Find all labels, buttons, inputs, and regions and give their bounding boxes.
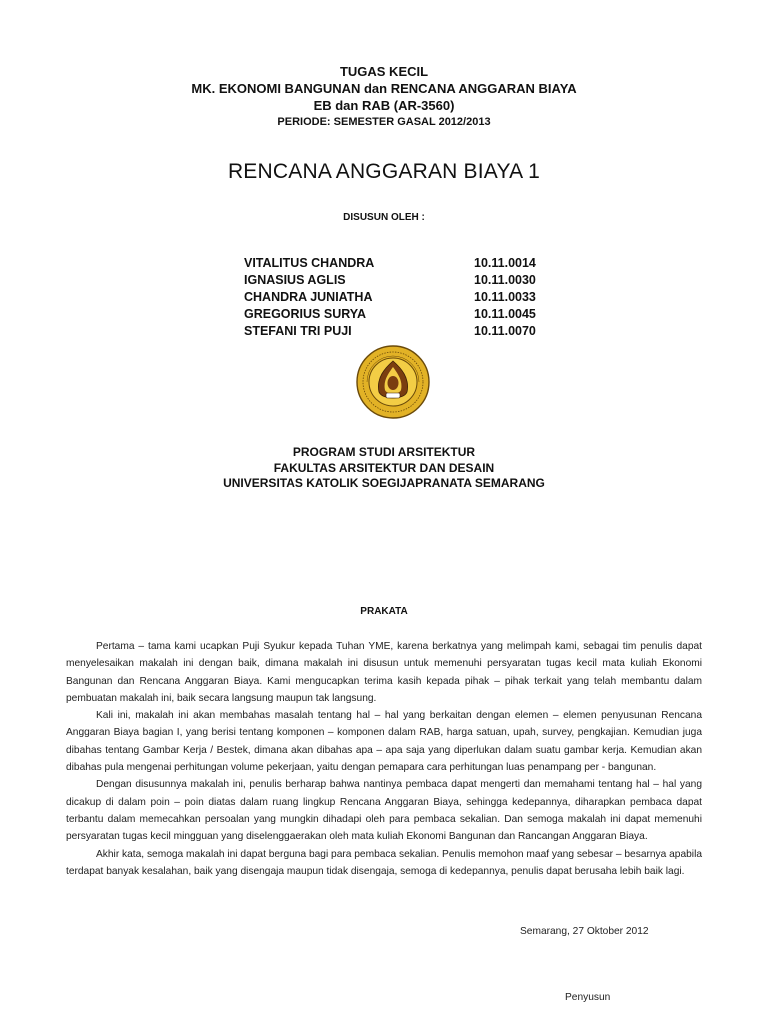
author-row [244,307,564,324]
document-title: RENCANA ANGGARAN BIAYA 1 [227,160,541,183]
author-row [244,290,564,307]
author-name: STEFANI TRI PUJI [244,324,352,338]
author-id: 10.11.0033 [474,290,536,304]
author-row [244,324,564,341]
program-name: PROGRAM STUDI ARSITEKTUR [292,445,476,459]
university-name: UNIVERSITAS KATOLIK SOEGIJAPRANATA SEMARANG [223,476,545,490]
author-list [244,256,564,341]
author-id: 10.11.0014 [474,256,536,270]
author-name: VITALITUS CHANDRA [244,256,375,270]
author-id: 10.11.0030 [474,273,536,287]
signer-label: Penyusun [565,992,611,1003]
preface-heading: PRAKATA [360,606,408,617]
author-name: IGNASIUS AGLIS [244,273,346,287]
faculty-name: FAKULTAS ARSITEKTUR DAN DESAIN [273,461,495,475]
preface-paragraph: Pertama – tama kami ucapkan Puji Syukur kepada Tuhan YME, karena berkatnya yang melimpah kami, sebagai tim penulis dapat menyelesaikan makalah ini dengan baik, dimana makalah ini disusun untuk memenuhi persyaratan tugas kecil mata kuliah Ekonomi Bangunan dan Rencana Anggaran Biaya. Kami mengucapkan terima kasih kepada pihak – pihak terkait yang telah membantu dalam pembuatan makalah ini, baik secara langsung maupun tak langsung. [66,641,702,704]
author-name: CHANDRA JUNIATHA [244,290,373,304]
cover-course-title: MK. EKONOMI BANGUNAN dan RENCANA ANGGARAN BIAYA [191,81,577,96]
preface-body [66,638,702,880]
preface-paragraph: Kali ini, makalah ini akan membahas masalah tentang hal – hal yang berkaitan dengan elemen – elemen penyusunan Rencana Anggaran Biaya bagian I, yang berisi tentang komponen – komponen dalam RAB, harga satuan, upah, survey, pengkajian. Kemudian juga dibahas tentang Gambar Kerja / Bestek, dimana akan dibahas apa – apa saja yang diperlukan dalam suatu gambar kerja. Kemudian akan dibahas pula mengenai perhitungan volume pekerjaan, yaitu dengan pemapara cara perhitungan luas penampang per - bangunan. [66,710,702,774]
author-id: 10.11.0045 [474,307,536,321]
author-name: GREGORIUS SURYA [244,307,367,321]
cover-period: PERIODE: SEMESTER GASAL 2012/2013 [277,116,491,128]
university-seal-icon [355,344,431,420]
cover-line-1: TUGAS KECIL [339,64,429,79]
preface-paragraph: Akhir kata, semoga makalah ini dapat berguna bagi para pembaca sekalian. Penulis memohon maaf yang sebesar – besarnya apabila terdapat banyak kesalahan, baik yang disengaja maupun tidak disengaja, semoga di kedepannya, penulis dapat berusaha lebih baik lagi. [66,848,702,877]
author-row [244,273,564,290]
cover-course-code: EB dan RAB (AR-3560) [313,98,455,113]
preface-paragraph: Dengan disusunnya makalah ini, penulis berharap bahwa nantinya pembaca dapat mengerti dan memahami tentang hal – hal yang dicakup di dalam poin – poin diatas dalam ruang lingkup Rencana Anggaran Biaya, sehingga kedepannya, diharapkan pembaca dapat terbantu dalam memecahkan persoalan yang mungkin dihadapi oleh para pembaca sekalian. Dan semoga makalah ini dapat memenuhi persyaratan tugas kecil mingguan yang diselenggaerakan oleh mata kuliah Ekonomi Bangunan dan Rancangan Anggaran Biaya. [66,779,702,843]
author-row [244,256,564,273]
place-date: Semarang, 27 Oktober 2012 [520,926,649,937]
compiled-by-label: DISUSUN OLEH : [343,212,425,223]
author-id: 10.11.0070 [474,324,536,338]
